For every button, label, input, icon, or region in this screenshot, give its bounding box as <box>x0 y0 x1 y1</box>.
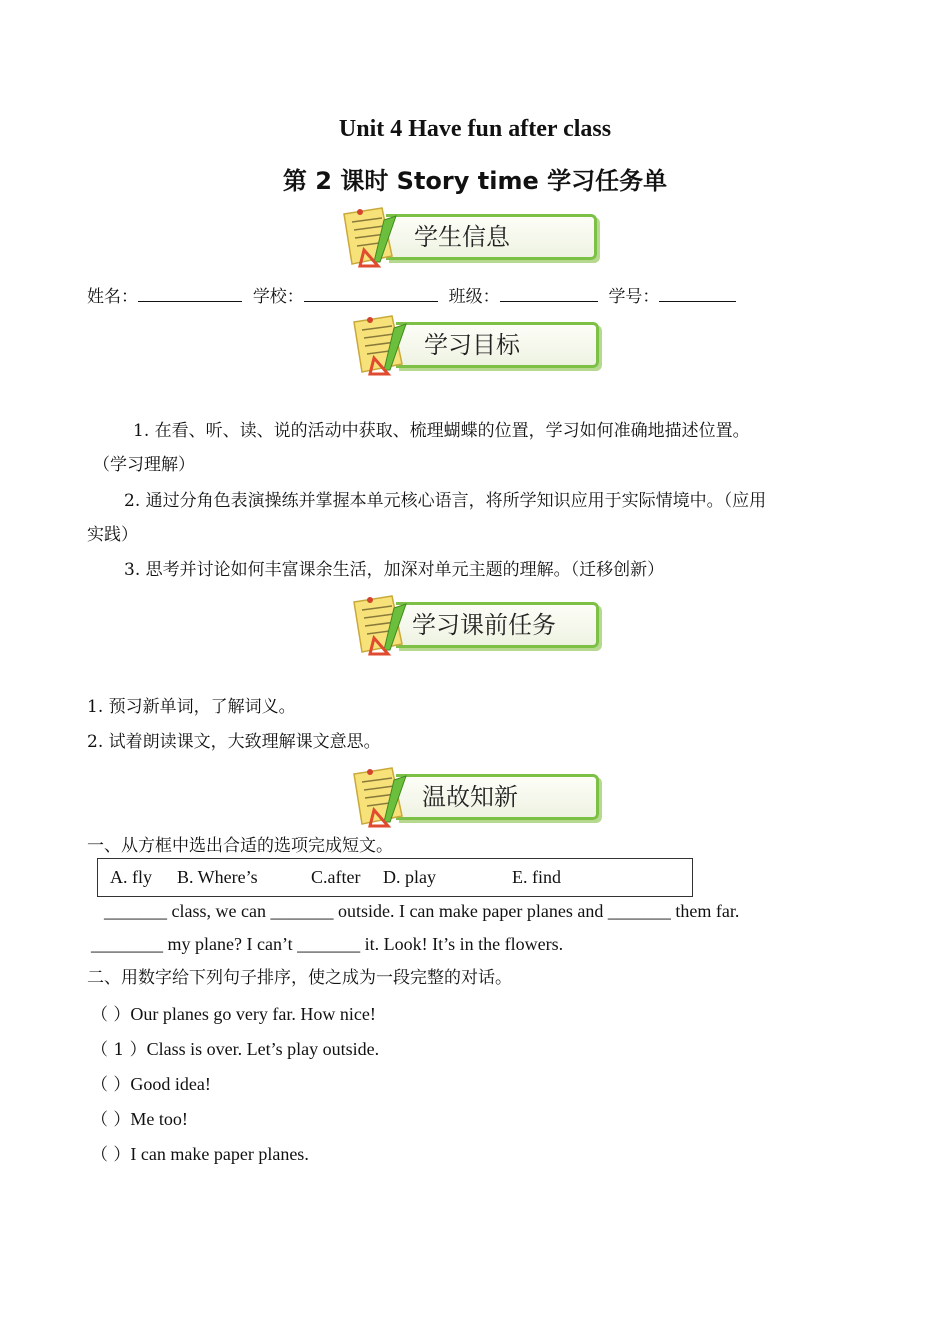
school-label: 学校： <box>252 287 304 307</box>
option-e: E. find <box>512 867 561 887</box>
banner-goals <box>348 314 618 376</box>
options-box <box>97 858 693 897</box>
pre-task-1: 1. 预习新单词，了解词义。 <box>87 697 296 717</box>
name-field[interactable] <box>138 285 242 302</box>
part1-title: 一、从方框中选出合适的选项完成短文。 <box>87 836 393 856</box>
dialogue-text: Class is over. Let’s play outside. <box>146 1039 380 1059</box>
goal-2-line-a: 2. 通过分角色表演操练并掌握本单元核心语言，将所学知识应用于实际情境中。（应用 <box>124 491 767 511</box>
order-blank[interactable]: （ ） <box>91 1005 131 1025</box>
notepad-icon <box>338 206 408 268</box>
name-label: 姓名： <box>87 287 138 307</box>
banner-label: 学生信息 <box>414 223 510 251</box>
dialogue-text: Our planes go very far. How nice! <box>130 1004 376 1024</box>
option-a: A. fly <box>110 867 152 887</box>
notepad-icon <box>348 314 418 376</box>
goal-1-line-a: 1. 在看、听、读、说的活动中获取、梳理蝴蝶的位置，学习如何准确地描述位置。 <box>133 421 750 441</box>
number-label: 学号： <box>608 287 660 307</box>
dialogue-line <box>91 1070 211 1095</box>
option-c: C.after <box>311 867 361 887</box>
dialogue-text: Me too! <box>130 1109 188 1129</box>
order-blank[interactable]: （ ） <box>91 1145 131 1165</box>
option-d: D. play <box>383 867 436 887</box>
dialogue-line <box>91 1000 376 1025</box>
goal-3: 3. 思考并讨论如何丰富课余生活，加深对单元主题的理解。（迁移创新） <box>124 560 665 580</box>
dialogue-line <box>91 1140 309 1165</box>
banner-label: 温故知新 <box>422 783 518 811</box>
page-title: Unit 4 Have fun after class <box>338 116 612 142</box>
number-field[interactable] <box>659 285 736 302</box>
banner-pre-tasks <box>348 594 618 656</box>
dialogue-text: Good idea! <box>130 1074 211 1094</box>
notepad-icon <box>348 766 418 828</box>
school-field[interactable] <box>304 285 438 302</box>
order-blank[interactable]: （ 1 ） <box>91 1040 147 1060</box>
notepad-icon <box>348 594 418 656</box>
fill-sentence-1: _______ class, we can _______ outside. I can make paper planes and _______ them far. <box>104 901 740 921</box>
class-field[interactable] <box>500 285 598 302</box>
dialogue-line <box>91 1105 188 1130</box>
order-blank[interactable]: （ ） <box>91 1110 131 1130</box>
banner-label: 学习课前任务 <box>412 611 556 639</box>
fill-sentence-2: ________ my plane? I can’t _______ it. Look! It’s in the flowers. <box>91 934 564 954</box>
order-blank[interactable]: （ ） <box>91 1075 131 1095</box>
option-b: B. Where’s <box>177 867 258 887</box>
dialogue-text: I can make paper planes. <box>130 1144 309 1164</box>
banner-review <box>348 766 618 828</box>
class-label: 班级： <box>448 287 500 307</box>
pre-task-2: 2. 试着朗读课文，大致理解课文意思。 <box>87 732 381 752</box>
dialogue-line <box>91 1035 379 1060</box>
goal-1-line-b: （学习理解） <box>93 455 195 475</box>
page-subtitle: 第 2 课时 Story time 学习任务单 <box>282 167 668 195</box>
banner-label: 学习目标 <box>424 331 520 359</box>
part2-title: 二、用数字给下列句子排序，使之成为一段完整的对话。 <box>87 968 512 988</box>
banner-student-info <box>338 206 608 268</box>
goal-2-line-b: 实践） <box>87 525 138 545</box>
student-info-row <box>87 282 736 307</box>
